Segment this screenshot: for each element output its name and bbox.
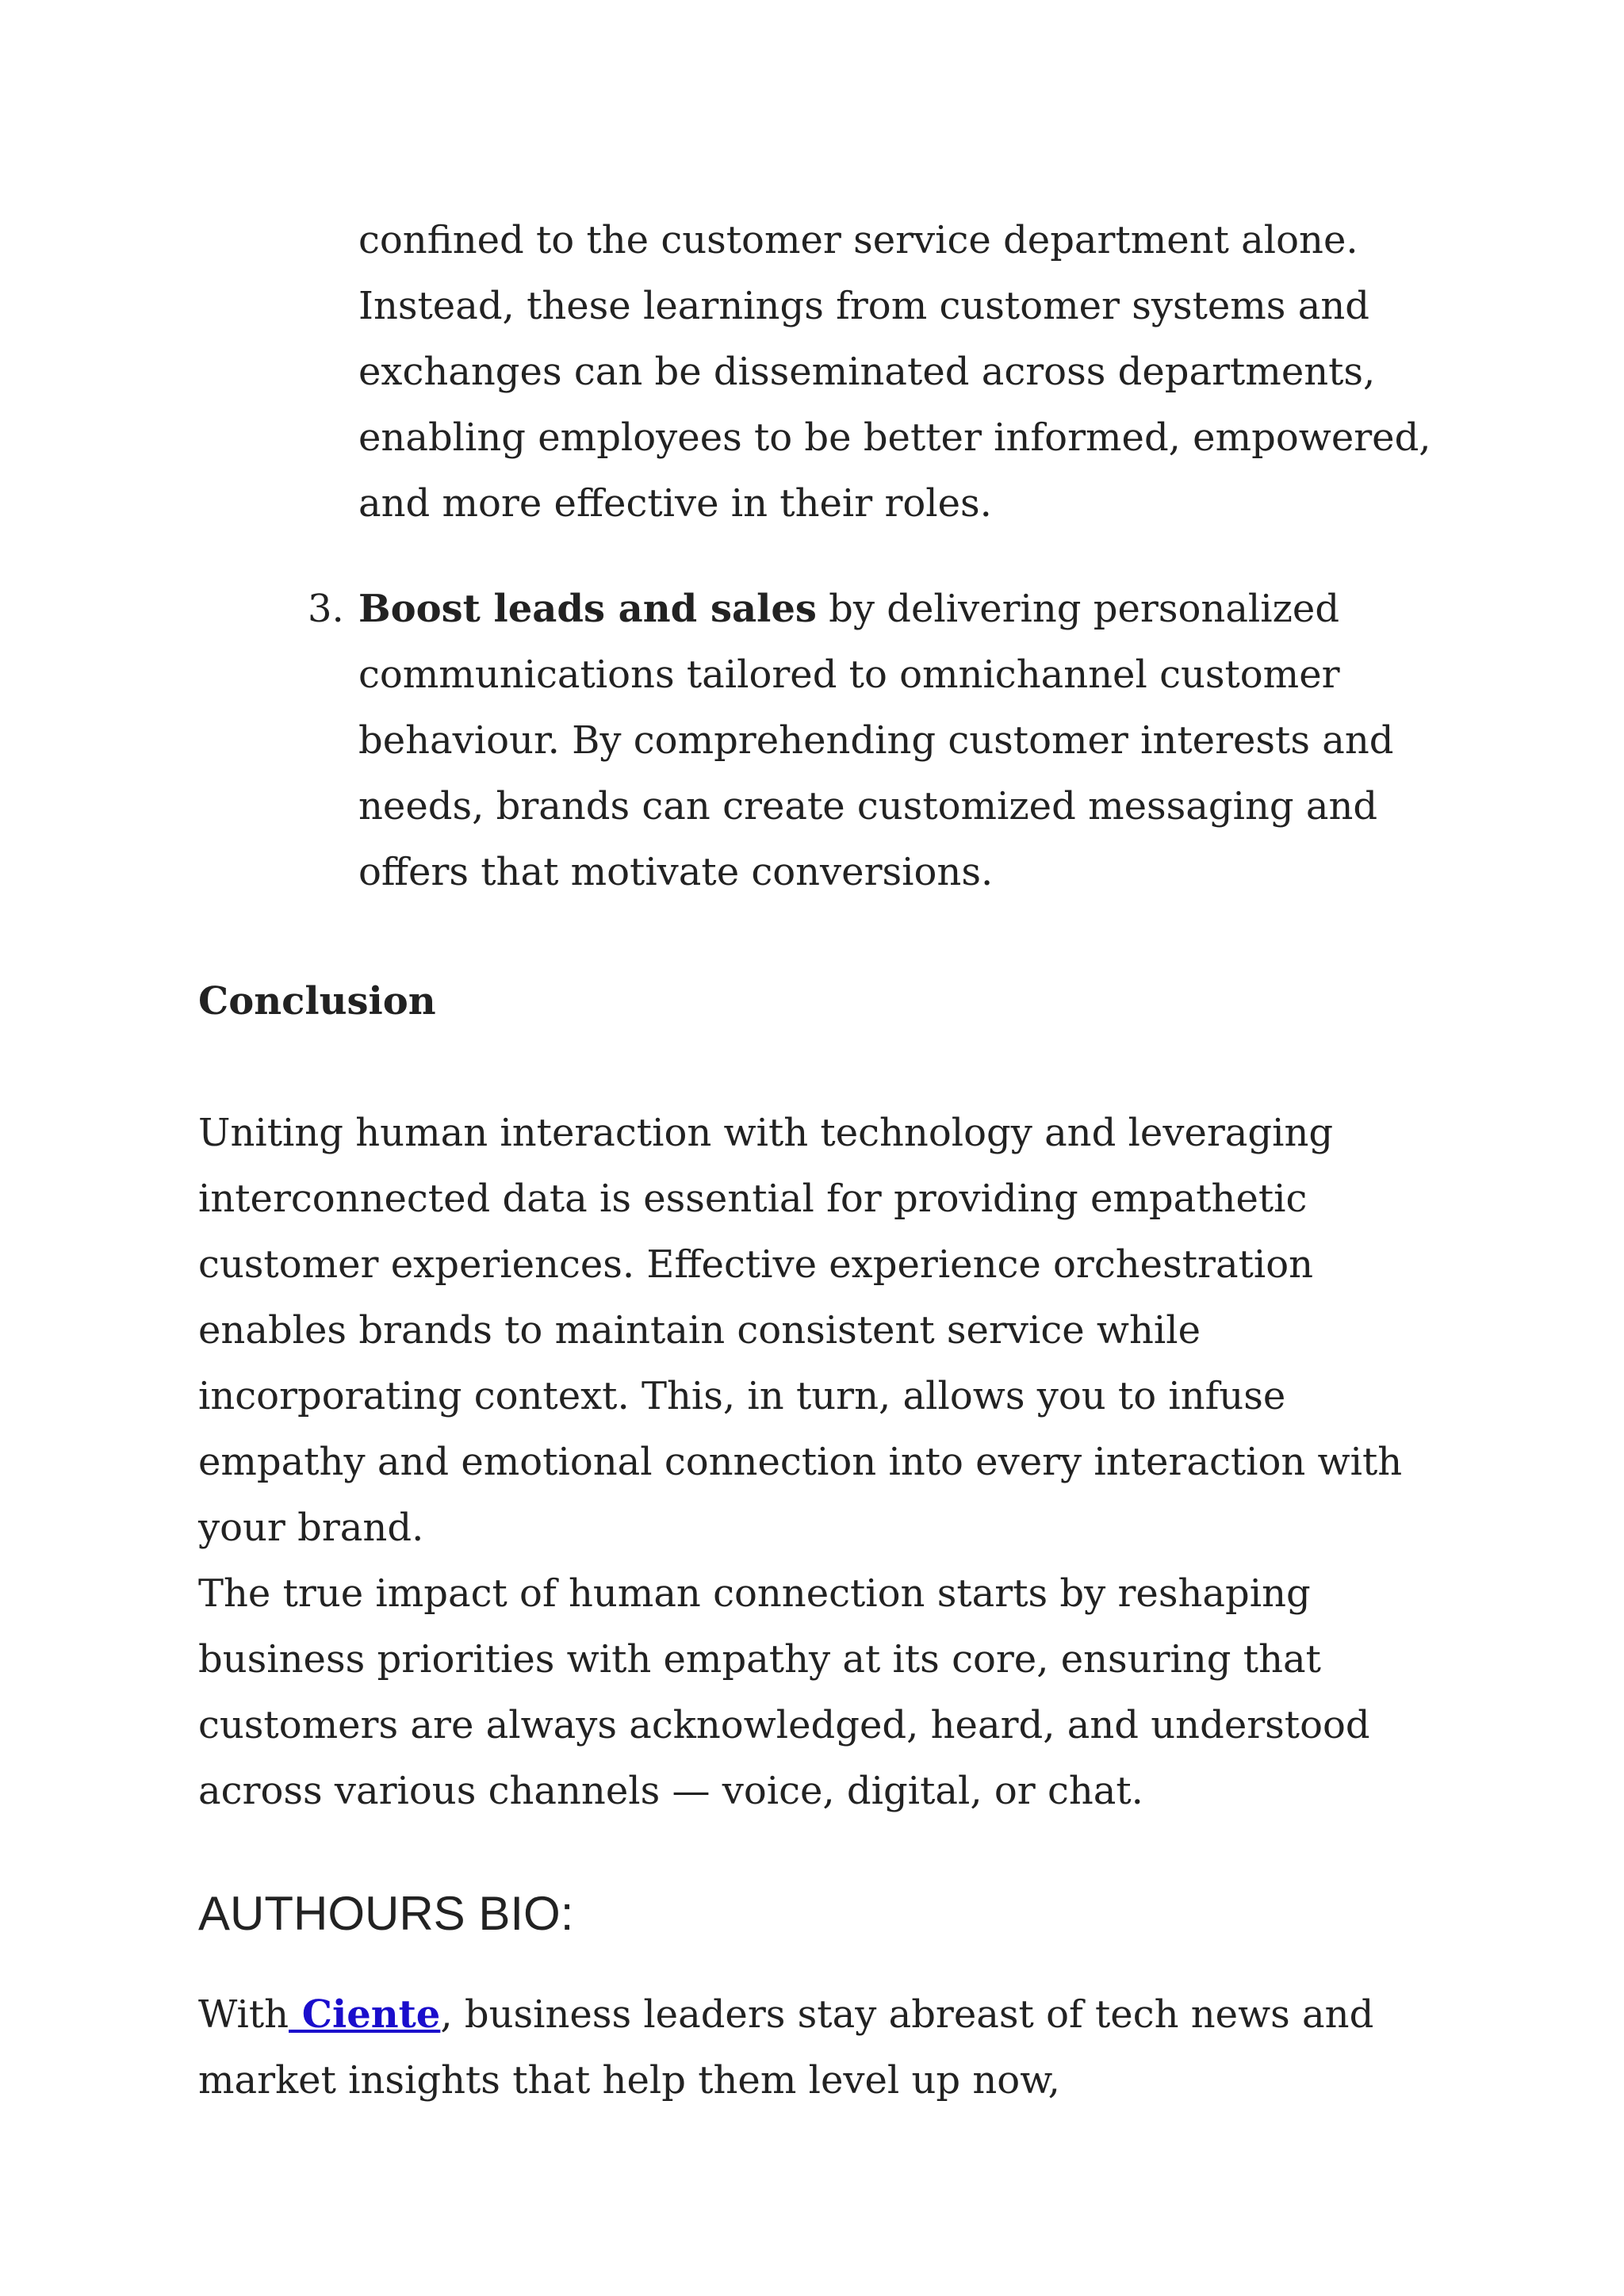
author-bio-heading: AUTHOURS BIO: (198, 1887, 574, 1940)
conclusion-paragraph-2: The true impact of human connection starts by reshaping business priorities with empathy at its core, ensuring that customers are always acknowledged, heard, and understood across various channels — voice, digital, or chat. (198, 1571, 1370, 1813)
list-item-number: 3. (308, 587, 344, 631)
author-bio-paragraph (198, 1982, 1435, 2114)
list-item-continuation (358, 208, 1469, 537)
ciente-link[interactable]: Ciente (289, 1992, 441, 2037)
conclusion-heading: Conclusion (198, 979, 436, 1024)
conclusion-paragraph-1: Uniting human interaction with technology and leveraging interconnected data is essential for providing empathetic customer experiences. Effective experience orchestration enables brands to maintain consistent service while incorporating context. This, in turn, allows you to infuse empathy and emotional connection into every interaction with your brand. (198, 1111, 1403, 1550)
list-item-continuation-text: confined to the customer service department alone. Instead, these learnings from customer systems and exchanges can be disseminated across departments, enabling employees to be better informed, empowered, and more effective in their roles. (358, 218, 1431, 526)
list-item-3-bold: Boost leads and sales (358, 587, 817, 631)
list-item-3-text: by delivering personalized communications tailored to omnichannel customer behaviour. By comprehending customer interests and needs, brands can create customized messaging and offers that motivate conversions. (358, 587, 1394, 894)
author-bio-prefix: With (198, 1992, 289, 2037)
author-bio-suffix: , business leaders stay abreast of tech news and market insights that help them level up now, (198, 1992, 1374, 2103)
list-item-3 (358, 576, 1469, 905)
